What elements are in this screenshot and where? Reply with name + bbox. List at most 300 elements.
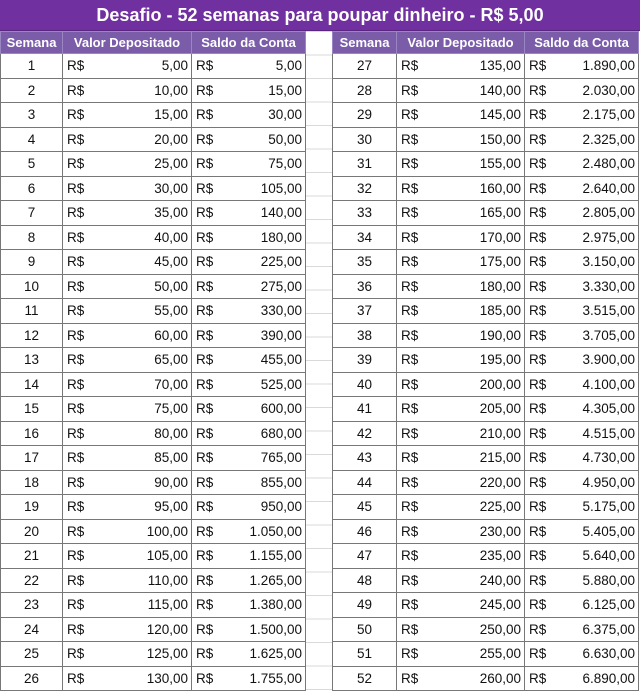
deposit-cell[interactable] — [63, 201, 192, 226]
table-row — [1, 225, 306, 250]
currency-symbol: R$ — [67, 646, 85, 662]
week-cell[interactable]: 39 — [333, 348, 397, 373]
deposit-value: 185,00 — [479, 303, 521, 319]
week-cell[interactable]: 5 — [1, 152, 63, 177]
week-cell[interactable]: 41 — [333, 397, 397, 422]
currency-symbol: R$ — [401, 205, 419, 221]
currency-symbol: R$ — [529, 205, 547, 221]
currency-symbol: R$ — [67, 278, 85, 294]
balance-value: 6.890,00 — [582, 670, 635, 686]
balance-cell[interactable] — [192, 593, 306, 618]
week-cell[interactable]: 47 — [333, 544, 397, 569]
week-cell[interactable]: 12 — [1, 323, 63, 348]
table-row — [1, 470, 306, 495]
deposit-cell[interactable] — [63, 274, 192, 299]
table-row — [333, 250, 639, 275]
deposit-cell[interactable] — [63, 397, 192, 422]
table-row — [333, 519, 639, 544]
week-cell[interactable]: 10 — [1, 274, 63, 299]
deposit-cell[interactable] — [397, 201, 525, 226]
week-cell[interactable]: 43 — [333, 446, 397, 471]
deposit-cell[interactable] — [397, 397, 525, 422]
currency-symbol: R$ — [401, 303, 419, 319]
deposit-cell[interactable] — [397, 666, 525, 691]
currency-symbol: R$ — [529, 670, 547, 686]
currency-symbol: R$ — [529, 254, 547, 270]
deposit-value: 220,00 — [479, 474, 521, 490]
deposit-value: 195,00 — [479, 352, 521, 368]
deposit-cell[interactable] — [63, 225, 192, 250]
deposit-value: 20,00 — [154, 131, 188, 147]
deposit-cell[interactable] — [63, 54, 192, 79]
balance-cell[interactable] — [192, 568, 306, 593]
deposit-value: 70,00 — [154, 376, 188, 392]
deposit-cell[interactable] — [397, 519, 525, 544]
balance-cell[interactable] — [192, 78, 306, 103]
week-cell[interactable]: 13 — [1, 348, 63, 373]
week-cell[interactable]: 52 — [333, 666, 397, 691]
currency-symbol: R$ — [67, 523, 85, 539]
deposit-value: 115,00 — [147, 597, 188, 613]
table-row — [1, 397, 306, 422]
week-cell[interactable]: 51 — [333, 642, 397, 667]
currency-symbol: R$ — [67, 180, 85, 196]
week-cell[interactable]: 15 — [1, 397, 63, 422]
balance-cell[interactable] — [525, 593, 639, 618]
currency-symbol: R$ — [196, 450, 214, 466]
balance-cell[interactable] — [525, 519, 639, 544]
currency-symbol: R$ — [196, 303, 214, 319]
week-cell[interactable]: 18 — [1, 470, 63, 495]
currency-symbol: R$ — [401, 425, 419, 441]
table-row — [333, 470, 639, 495]
balance-cell[interactable] — [192, 617, 306, 642]
week-cell[interactable]: 29 — [333, 103, 397, 128]
currency-symbol: R$ — [401, 229, 419, 245]
week-cell[interactable]: 34 — [333, 225, 397, 250]
balance-value: 5.175,00 — [582, 499, 635, 515]
deposit-cell[interactable] — [397, 495, 525, 520]
week-cell[interactable]: 8 — [1, 225, 63, 250]
week-cell[interactable]: 46 — [333, 519, 397, 544]
week-cell[interactable]: 31 — [333, 152, 397, 177]
deposit-cell[interactable] — [63, 250, 192, 275]
balance-cell[interactable] — [192, 519, 306, 544]
deposit-value: 65,00 — [154, 352, 188, 368]
currency-symbol: R$ — [401, 646, 419, 662]
table-row — [1, 299, 306, 324]
deposit-value: 130,00 — [146, 670, 188, 686]
deposit-cell[interactable] — [63, 323, 192, 348]
deposit-cell[interactable] — [63, 78, 192, 103]
balance-cell[interactable] — [525, 201, 639, 226]
table-row — [333, 568, 639, 593]
deposit-value: 15,00 — [154, 107, 188, 123]
balance-value: 1.755,00 — [249, 670, 302, 686]
deposit-cell[interactable] — [397, 421, 525, 446]
balance-value: 1.265,00 — [249, 572, 302, 588]
balance-cell[interactable] — [525, 421, 639, 446]
deposit-value: 80,00 — [154, 425, 188, 441]
balance-value: 6.125,00 — [582, 597, 635, 613]
header-balance[interactable]: Saldo da Conta — [525, 32, 639, 54]
table-row — [1, 54, 306, 79]
table-row — [1, 642, 306, 667]
currency-symbol: R$ — [529, 327, 547, 343]
balance-cell[interactable] — [525, 617, 639, 642]
balance-cell[interactable] — [525, 299, 639, 324]
currency-symbol: R$ — [529, 352, 547, 368]
deposit-value: 230,00 — [479, 523, 521, 539]
deposit-cell[interactable] — [397, 617, 525, 642]
balance-value: 50,00 — [268, 131, 302, 147]
table-row — [333, 103, 639, 128]
balance-value: 5.405,00 — [582, 523, 635, 539]
table-row — [333, 201, 639, 226]
currency-symbol: R$ — [401, 107, 419, 123]
deposit-cell[interactable] — [63, 446, 192, 471]
deposit-cell[interactable] — [63, 617, 192, 642]
balance-value: 455,00 — [260, 352, 302, 368]
deposit-cell[interactable] — [63, 299, 192, 324]
deposit-value: 235,00 — [479, 548, 521, 564]
empty-column — [306, 31, 332, 691]
week-cell[interactable]: 37 — [333, 299, 397, 324]
balance-cell[interactable] — [525, 544, 639, 569]
currency-symbol: R$ — [401, 180, 419, 196]
deposit-cell[interactable] — [63, 103, 192, 128]
balance-cell[interactable] — [192, 103, 306, 128]
table-row — [1, 666, 306, 691]
balance-cell[interactable] — [525, 495, 639, 520]
deposit-cell[interactable] — [63, 127, 192, 152]
header-balance[interactable]: Saldo da Conta — [192, 32, 306, 54]
deposit-cell[interactable] — [397, 299, 525, 324]
table-row — [1, 519, 306, 544]
balance-cell[interactable] — [192, 666, 306, 691]
currency-symbol: R$ — [67, 229, 85, 245]
deposit-value: 25,00 — [154, 156, 188, 172]
table-row — [333, 446, 639, 471]
currency-symbol: R$ — [67, 401, 85, 417]
deposit-value: 200,00 — [479, 376, 521, 392]
balance-value: 105,00 — [260, 180, 302, 196]
currency-symbol: R$ — [529, 58, 547, 74]
week-cell[interactable]: 11 — [1, 299, 63, 324]
deposit-cell[interactable] — [397, 274, 525, 299]
balance-value: 1.890,00 — [582, 58, 635, 74]
table-row — [1, 323, 306, 348]
currency-symbol: R$ — [196, 572, 214, 588]
deposit-value: 150,00 — [479, 131, 521, 147]
balance-cell[interactable] — [525, 152, 639, 177]
week-cell[interactable]: 33 — [333, 201, 397, 226]
currency-symbol: R$ — [529, 597, 547, 613]
deposit-value: 190,00 — [479, 327, 521, 343]
currency-symbol: R$ — [196, 474, 214, 490]
deposit-cell[interactable] — [397, 372, 525, 397]
deposit-value: 5,00 — [161, 58, 188, 74]
balance-cell[interactable] — [192, 421, 306, 446]
week-cell[interactable]: 26 — [1, 666, 63, 691]
balance-cell[interactable] — [525, 470, 639, 495]
deposit-cell[interactable] — [397, 446, 525, 471]
balance-value: 2.030,00 — [582, 82, 635, 98]
week-cell[interactable]: 30 — [333, 127, 397, 152]
week-cell[interactable]: 14 — [1, 372, 63, 397]
balance-value: 5.880,00 — [582, 572, 635, 588]
deposit-value: 170,00 — [479, 229, 521, 245]
deposit-cell[interactable] — [397, 642, 525, 667]
balance-cell[interactable] — [192, 470, 306, 495]
deposit-value: 225,00 — [479, 499, 521, 515]
currency-symbol: R$ — [529, 450, 547, 466]
deposit-value: 50,00 — [154, 278, 188, 294]
balance-cell[interactable] — [192, 54, 306, 79]
currency-symbol: R$ — [196, 352, 214, 368]
week-cell[interactable]: 3 — [1, 103, 63, 128]
header-deposit[interactable]: Valor Depositado — [63, 32, 192, 54]
week-cell[interactable]: 20 — [1, 519, 63, 544]
week-cell[interactable]: 36 — [333, 274, 397, 299]
balance-cell[interactable] — [192, 495, 306, 520]
week-cell[interactable]: 48 — [333, 568, 397, 593]
balance-value: 275,00 — [260, 278, 302, 294]
deposit-value: 55,00 — [154, 303, 188, 319]
week-cell[interactable]: 9 — [1, 250, 63, 275]
balance-value: 2.480,00 — [582, 156, 635, 172]
currency-symbol: R$ — [529, 180, 547, 196]
week-cell[interactable]: 40 — [333, 372, 397, 397]
deposit-cell[interactable] — [397, 323, 525, 348]
balance-cell[interactable] — [192, 274, 306, 299]
currency-symbol: R$ — [401, 450, 419, 466]
currency-symbol: R$ — [196, 156, 214, 172]
week-cell[interactable]: 1 — [1, 54, 63, 79]
balance-cell[interactable] — [525, 568, 639, 593]
currency-symbol: R$ — [67, 376, 85, 392]
deposit-cell[interactable] — [63, 544, 192, 569]
currency-symbol: R$ — [401, 670, 419, 686]
week-cell[interactable]: 45 — [333, 495, 397, 520]
week-cell[interactable]: 35 — [333, 250, 397, 275]
week-cell[interactable]: 21 — [1, 544, 63, 569]
week-cell[interactable]: 25 — [1, 642, 63, 667]
balance-cell[interactable] — [525, 250, 639, 275]
balance-value: 1.155,00 — [249, 548, 302, 564]
deposit-value: 100,00 — [146, 523, 188, 539]
week-cell[interactable]: 23 — [1, 593, 63, 618]
balance-cell[interactable] — [192, 299, 306, 324]
balance-cell[interactable] — [192, 225, 306, 250]
balance-cell[interactable] — [525, 176, 639, 201]
currency-symbol: R$ — [196, 401, 214, 417]
week-cell[interactable]: 24 — [1, 617, 63, 642]
currency-symbol: R$ — [67, 327, 85, 343]
table-row — [1, 348, 306, 373]
deposit-value: 215,00 — [479, 450, 521, 466]
week-cell[interactable]: 44 — [333, 470, 397, 495]
week-cell[interactable]: 19 — [1, 495, 63, 520]
balance-cell[interactable] — [192, 176, 306, 201]
deposit-cell[interactable] — [63, 568, 192, 593]
deposit-cell[interactable] — [63, 519, 192, 544]
deposit-cell[interactable] — [63, 495, 192, 520]
currency-symbol: R$ — [529, 572, 547, 588]
deposit-cell[interactable] — [397, 225, 525, 250]
balance-cell[interactable] — [525, 323, 639, 348]
header-deposit[interactable]: Valor Depositado — [397, 32, 525, 54]
balance-value: 5,00 — [275, 58, 302, 74]
currency-symbol: R$ — [196, 58, 214, 74]
week-cell[interactable]: 7 — [1, 201, 63, 226]
balance-cell[interactable] — [192, 201, 306, 226]
balance-cell[interactable] — [192, 348, 306, 373]
balance-value: 4.950,00 — [582, 474, 635, 490]
table-row — [1, 274, 306, 299]
week-cell[interactable]: 6 — [1, 176, 63, 201]
deposit-value: 95,00 — [154, 499, 188, 515]
deposit-value: 45,00 — [154, 254, 188, 270]
balance-cell[interactable] — [192, 642, 306, 667]
balance-cell[interactable] — [192, 152, 306, 177]
balance-value: 4.730,00 — [582, 450, 635, 466]
currency-symbol: R$ — [401, 254, 419, 270]
deposit-cell[interactable] — [397, 78, 525, 103]
currency-symbol: R$ — [401, 58, 419, 74]
week-cell[interactable]: 22 — [1, 568, 63, 593]
balance-cell[interactable] — [525, 666, 639, 691]
balance-value: 5.640,00 — [582, 548, 635, 564]
currency-symbol: R$ — [401, 499, 419, 515]
balance-value: 525,00 — [260, 376, 302, 392]
currency-symbol: R$ — [401, 572, 419, 588]
currency-symbol: R$ — [196, 548, 214, 564]
currency-symbol: R$ — [401, 327, 419, 343]
balance-cell[interactable] — [192, 250, 306, 275]
week-cell[interactable]: 50 — [333, 617, 397, 642]
deposit-cell[interactable] — [63, 421, 192, 446]
header-week[interactable]: Semana — [1, 32, 63, 54]
balance-cell[interactable] — [525, 127, 639, 152]
balance-cell[interactable] — [525, 103, 639, 128]
deposit-cell[interactable] — [63, 666, 192, 691]
balance-value: 1.625,00 — [249, 646, 302, 662]
currency-symbol: R$ — [529, 82, 547, 98]
balance-value: 765,00 — [260, 450, 302, 466]
balance-cell[interactable] — [525, 397, 639, 422]
balance-cell[interactable] — [192, 323, 306, 348]
deposit-cell[interactable] — [63, 470, 192, 495]
balance-cell[interactable] — [192, 544, 306, 569]
week-cell[interactable]: 2 — [1, 78, 63, 103]
deposit-cell[interactable] — [397, 176, 525, 201]
currency-symbol: R$ — [401, 352, 419, 368]
week-cell[interactable]: 4 — [1, 127, 63, 152]
balance-cell[interactable] — [525, 78, 639, 103]
balance-value: 3.900,00 — [582, 352, 635, 368]
balance-cell[interactable] — [192, 372, 306, 397]
table-row — [333, 225, 639, 250]
deposit-cell[interactable] — [63, 176, 192, 201]
deposit-cell[interactable] — [397, 348, 525, 373]
currency-symbol: R$ — [196, 523, 214, 539]
table-row — [1, 201, 306, 226]
currency-symbol: R$ — [529, 474, 547, 490]
balance-cell[interactable] — [525, 225, 639, 250]
balance-cell[interactable] — [525, 446, 639, 471]
deposit-value: 75,00 — [154, 401, 188, 417]
week-cell[interactable]: 32 — [333, 176, 397, 201]
currency-symbol: R$ — [529, 621, 547, 637]
balance-cell[interactable] — [192, 127, 306, 152]
deposit-cell[interactable] — [397, 152, 525, 177]
deposit-cell[interactable] — [63, 593, 192, 618]
deposit-cell[interactable] — [63, 642, 192, 667]
table-row — [1, 593, 306, 618]
balance-value: 3.330,00 — [582, 278, 635, 294]
table-row — [333, 372, 639, 397]
currency-symbol: R$ — [529, 229, 547, 245]
deposit-cell[interactable] — [63, 152, 192, 177]
table-body-left — [1, 54, 306, 691]
currency-symbol: R$ — [196, 131, 214, 147]
balance-cell[interactable] — [525, 348, 639, 373]
balance-value: 6.375,00 — [582, 621, 635, 637]
table-row — [333, 666, 639, 691]
header-row — [1, 32, 306, 54]
currency-symbol: R$ — [67, 450, 85, 466]
deposit-cell[interactable] — [397, 103, 525, 128]
currency-symbol: R$ — [401, 131, 419, 147]
deposit-value: 260,00 — [479, 670, 521, 686]
balance-cell[interactable] — [525, 54, 639, 79]
currency-symbol: R$ — [529, 303, 547, 319]
currency-symbol: R$ — [401, 376, 419, 392]
balance-cell[interactable] — [192, 446, 306, 471]
header-week[interactable]: Semana — [333, 32, 397, 54]
deposit-cell[interactable] — [397, 54, 525, 79]
week-cell[interactable]: 38 — [333, 323, 397, 348]
deposit-cell[interactable] — [397, 593, 525, 618]
deposit-cell[interactable] — [397, 470, 525, 495]
week-cell[interactable]: 42 — [333, 421, 397, 446]
currency-symbol: R$ — [196, 278, 214, 294]
balance-value: 1.500,00 — [249, 621, 302, 637]
week-cell[interactable]: 16 — [1, 421, 63, 446]
deposit-cell[interactable] — [397, 127, 525, 152]
balance-value: 3.705,00 — [582, 327, 635, 343]
deposit-cell[interactable] — [63, 348, 192, 373]
currency-symbol: R$ — [67, 425, 85, 441]
week-cell[interactable]: 49 — [333, 593, 397, 618]
currency-symbol: R$ — [67, 82, 85, 98]
currency-symbol: R$ — [401, 597, 419, 613]
balance-value: 30,00 — [268, 107, 302, 123]
week-cell[interactable]: 27 — [333, 54, 397, 79]
balance-cell[interactable] — [525, 372, 639, 397]
balance-cell[interactable] — [192, 397, 306, 422]
balance-cell[interactable] — [525, 274, 639, 299]
deposit-cell[interactable] — [397, 544, 525, 569]
currency-symbol: R$ — [67, 58, 85, 74]
balance-cell[interactable] — [525, 642, 639, 667]
deposit-cell[interactable] — [397, 250, 525, 275]
week-cell[interactable]: 28 — [333, 78, 397, 103]
deposit-cell[interactable] — [397, 568, 525, 593]
week-cell[interactable]: 17 — [1, 446, 63, 471]
deposit-cell[interactable] — [63, 372, 192, 397]
